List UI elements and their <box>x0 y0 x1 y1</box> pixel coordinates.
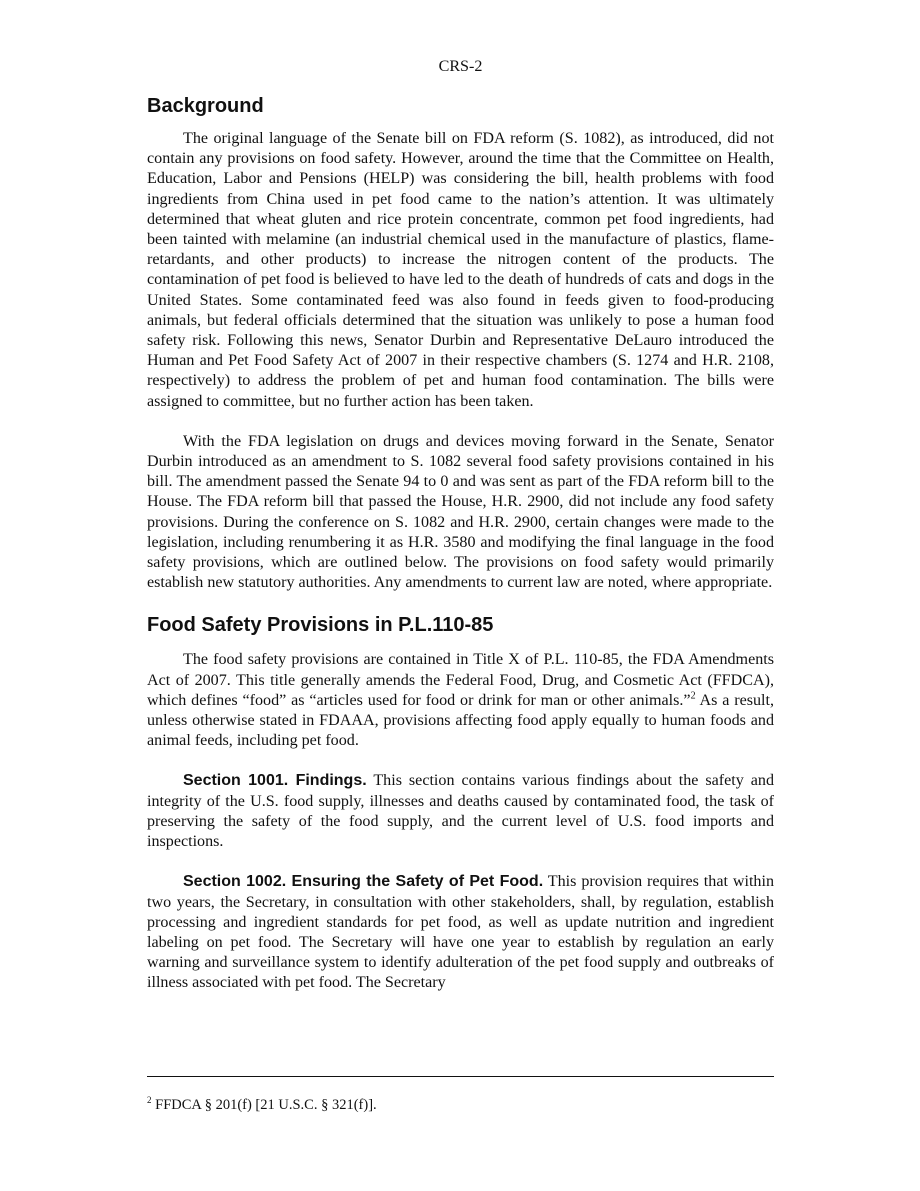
section-heading-background: Background <box>147 95 264 117</box>
footnote-reference: 2 <box>690 690 696 702</box>
run-in-heading: Section 1002. Ensuring the Safety of Pet Food. <box>183 873 544 891</box>
section-1002-paragraph <box>147 872 774 993</box>
footnote-text: FFDCA § 201(f) [21 U.S.C. § 321(f)]. <box>151 1097 377 1113</box>
document-page <box>147 0 774 994</box>
footnote-number: 2 <box>147 1095 152 1106</box>
footnote <box>147 1096 774 1114</box>
run-in-heading: Section 1001. Findings. <box>183 772 367 790</box>
body-paragraph <box>147 650 774 751</box>
body-paragraph: With the FDA legislation on drugs and devices moving forward in the Senate, Senator Durbin introduced as an amendment to S. 1082 several food safety provisions contained in his bill. The amendment passed the Senate 94 to 0 and was sent as part of the FDA reform bill to the House. The FDA reform bill that passed the House, H.R. 2900, did not include any food safety provisions. During the conference on S. 1082 and H.R. 2900, certain changes were made to the legislation, including renumbering it as H.R. 3580 and modifying the final language in the food safety provisions, which are outlined below. The provisions on food safety would primarily establish new statutory authorities. Any amendments to current law are noted, where appropriate. <box>147 432 774 592</box>
paragraph-text: This section contains various findings about the safety and integrity of the U.S. food supply, illnesses and deaths caused by contaminated food, the task of preserving the safety of the food supply, and the current level of U.S. food imports and inspections. <box>147 772 774 851</box>
paragraph-text: The food safety provisions are contained in Title X of P.L. 110-85, the FDA Amendments Act of 2007. This title generally amends the Federal Food, Drug, and Cosmetic Act (FFDCA), which defines “food” as “articles used for food or drink for man or other animals.” <box>147 651 774 709</box>
section-1001-paragraph <box>147 771 774 852</box>
page-number-header: CRS-2 <box>438 58 483 75</box>
paragraph-text: This provision requires that within two years, the Secretary, in consultation with other stakeholders, shall, by regulation, establish processing and ingredient standards for pet food, as well as update nutrition and ingredient labeling on pet food. The Secretary will have one year to establish by regulation an early warning and surveillance system to identify adulteration of the pet food supply and outbreaks of illness associated with pet food. The Secretary <box>147 873 774 992</box>
section-heading-food-safety-provisions: Food Safety Provisions in P.L.110-85 <box>147 614 494 637</box>
body-paragraph: The original language of the Senate bill on FDA reform (S. 1082), as introduced, did not contain any provisions on food safety. However, around the time that the Committee on Health, Education, Labor and Pensions (HELP) was considering the bill, health problems with food ingredients from China used in pet food came to the nation’s attention. It was ultimately determined that wheat gluten and rice protein concentrate, common pet food ingredients, had been tainted with melamine (an industrial chemical used in the manufacture of plastics, flame-retardants, and other products) to increase the nitrogen content of the products. The contamination of pet food is believed to have led to the death of hundreds of cats and dogs in the United States. Some contaminated feed was also found in feeds given to food-producing animals, but federal officials determined that the situation was unlikely to pose a human food safety risk. Following this news, Senator Durbin and Representative DeLauro introduced the Human and Pet Food Safety Act of 2007 in their respective chambers (S. 1274 and H.R. 2108, respectively) to address the problem of pet and human food contamination. The bills were assigned to committee, but no further action has been taken. <box>147 130 774 410</box>
footnote-separator <box>147 1076 774 1077</box>
paragraph-text: As a result, unless otherwise stated in FDAAA, provisions affecting food apply equally to human foods and animal feeds, including pet food. <box>147 691 774 750</box>
